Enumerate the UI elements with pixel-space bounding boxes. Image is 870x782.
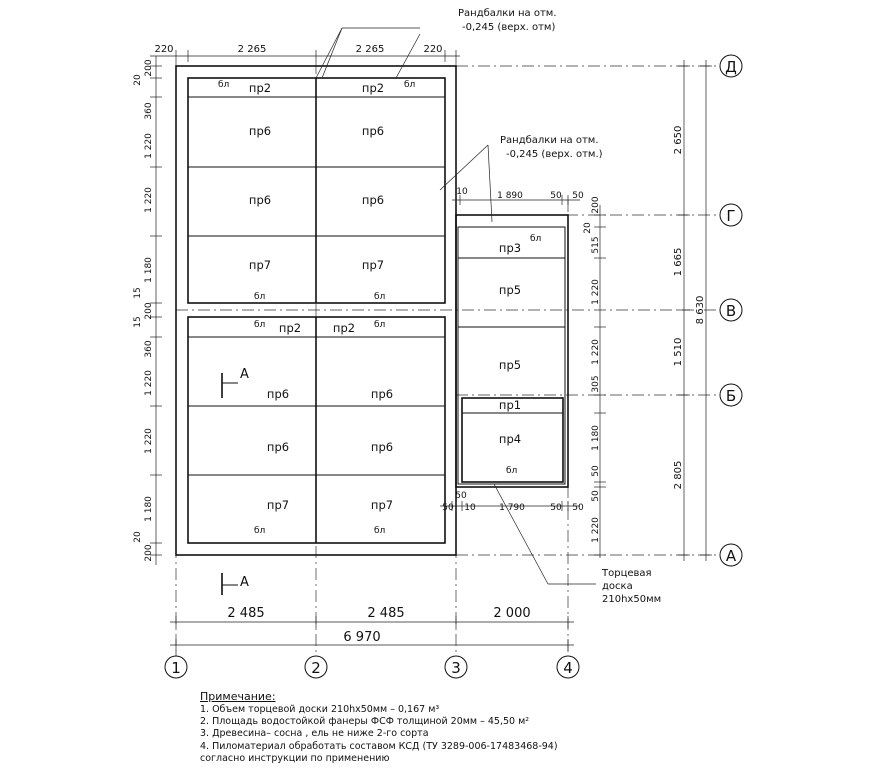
dim-text: 305 (591, 375, 601, 393)
callout-text: Торцевая (602, 568, 652, 579)
panel-label: пр4 (498, 432, 522, 446)
callout-text: 210hх50мм (602, 594, 662, 605)
beam-mark: бл (374, 526, 386, 536)
bottom-dimension-chain (170, 606, 574, 651)
panel-label: пр7 (361, 258, 385, 272)
dim-text: 200 (144, 544, 154, 562)
panel-label: пр5 (498, 283, 522, 297)
dim-text: 2 000 (493, 606, 531, 621)
dim-text: 50 (455, 491, 467, 501)
panel-label: пр2 (332, 321, 356, 335)
dim-text: 360 (144, 340, 154, 358)
panel-label: пр6 (361, 124, 385, 138)
dim-text: 360 (144, 102, 154, 120)
beam-mark: бл (254, 320, 266, 330)
dim-text: 1 180 (591, 425, 601, 451)
top-dimension-chain (150, 44, 460, 62)
panel-label: пр3 (498, 241, 522, 255)
dim-text: 20 (133, 531, 143, 543)
axis-bubbles-vertical (165, 652, 579, 678)
dim-text: 20 (583, 222, 593, 234)
note-line: 2. Площадь водостойкой фанеры ФСФ толщиной 20мм – 45,50 м² (200, 716, 530, 728)
panel-label: пр2 (278, 321, 302, 335)
panel-label: пр7 (266, 498, 290, 512)
dim-text: 8 630 (695, 295, 706, 325)
notes-heading: Примечание: (200, 690, 276, 703)
dim-text: 200 (144, 302, 154, 320)
dim-text: 2 650 (673, 125, 684, 155)
panel-label: пр6 (361, 193, 385, 207)
lower-block (188, 317, 445, 543)
dim-text: 1 220 (591, 517, 601, 543)
beam-mark: бл (254, 292, 266, 302)
dim-text: 1 220 (144, 370, 154, 396)
panel-label: пр1 (498, 398, 522, 412)
callout-text: -0,245 (верх. отм.) (506, 149, 603, 160)
note-line: согласно инструкции по применению (200, 752, 390, 764)
dim-text: 200 (144, 59, 154, 77)
panel-label: пр6 (370, 387, 394, 401)
mid-dimension-chain (452, 187, 584, 205)
dim-text: 1 220 (144, 133, 154, 159)
dim-text: 2 485 (227, 606, 265, 621)
dim-text: 20 (133, 74, 143, 86)
dim-text: 15 (133, 287, 143, 299)
axis-label: В (725, 302, 737, 320)
beam-mark: бл (374, 320, 386, 330)
dim-text: 1 180 (144, 496, 154, 522)
right-inner-dimension-chain (583, 196, 606, 558)
axis-label: 4 (563, 659, 573, 677)
dim-text: 10 (456, 187, 468, 197)
beam-marks (218, 80, 541, 536)
dim-text: 1 890 (497, 191, 523, 201)
note-line: 3. Древесина– сосна , ель не ниже 2-го сорта (200, 728, 429, 740)
bottom-inner-dimension-chain (440, 491, 584, 513)
dim-text: 2 265 (237, 44, 267, 55)
dim-text: 10 (464, 503, 476, 513)
panel-label: пр6 (266, 440, 290, 454)
dim-text: 220 (154, 44, 174, 55)
note-line: 1. Объем торцевой доски 210hх50мм – 0,167 м³ (200, 704, 440, 715)
panel-label: пр6 (248, 124, 272, 138)
dim-text: 15 (133, 316, 143, 328)
dim-text: 1 665 (673, 247, 684, 277)
callout-text: Рандбалки на отм. (500, 135, 599, 146)
axis-label: А (725, 547, 737, 565)
dim-text: 1 220 (144, 428, 154, 454)
panel-label: пр6 (266, 387, 290, 401)
dim-text: 2 805 (673, 460, 684, 490)
callout-text: доска (602, 581, 633, 592)
beam-mark: бл (506, 466, 518, 476)
dim-text: 50 (442, 503, 454, 513)
right-dimension-chain (673, 60, 712, 561)
dim-text: 1 220 (591, 279, 601, 305)
panel-label: пр6 (248, 193, 272, 207)
panel-label: пр7 (248, 258, 272, 272)
dim-text: 1 790 (499, 503, 525, 513)
dim-text: 50 (572, 503, 584, 513)
section-mark-label: А (240, 367, 249, 382)
callout-right (440, 135, 603, 222)
dim-text: 1 510 (673, 337, 684, 367)
panel-label: пр2 (361, 81, 385, 95)
axis-bubbles-horizontal (720, 55, 742, 566)
dim-text: 1 180 (144, 257, 154, 283)
axis-label: 1 (171, 659, 181, 677)
notes-block (200, 690, 620, 765)
upper-block (188, 78, 445, 303)
beam-mark: бл (254, 526, 266, 536)
note-line: 4. Пиломатериал обработать составом КСД (ТУ 3289-006-17483468-94) (200, 740, 558, 752)
panel-label: пр7 (370, 498, 394, 512)
dim-text: 1 220 (591, 339, 601, 365)
dim-text: 50 (591, 490, 601, 502)
axis-label: Г (726, 207, 736, 225)
section-mark-label: А (240, 575, 249, 590)
dim-text: 515 (591, 236, 601, 254)
axis-label: Б (725, 387, 737, 405)
panel-label: пр2 (248, 81, 272, 95)
callout-text: Рандбалки на отм. (458, 8, 557, 19)
panel-label: пр6 (370, 440, 394, 454)
panel-label: пр5 (498, 358, 522, 372)
axis-label: 3 (451, 659, 461, 677)
beam-mark: бл (404, 80, 416, 90)
beam-mark: бл (218, 80, 230, 90)
dim-text: 50 (591, 465, 601, 477)
grid-axis-lines (176, 62, 718, 652)
section-marks (222, 367, 249, 595)
beam-mark: бл (374, 292, 386, 302)
dim-text: 6 970 (343, 630, 381, 645)
dim-text: 50 (550, 503, 562, 513)
dim-text: 50 (572, 191, 584, 201)
left-dimension-chain (133, 56, 162, 565)
axis-label: Д (725, 58, 737, 76)
callout-top (316, 8, 557, 78)
beam-mark: бл (530, 234, 542, 244)
dim-text: 50 (550, 191, 562, 201)
callout-text: -0,245 (верх. отм) (462, 22, 556, 33)
dim-text: 1 220 (144, 187, 154, 213)
axis-label: 2 (311, 659, 321, 677)
dim-text: 2 265 (355, 44, 385, 55)
dim-text: 220 (423, 44, 443, 55)
dim-text: 200 (591, 196, 601, 214)
dim-text: 2 485 (367, 606, 405, 621)
